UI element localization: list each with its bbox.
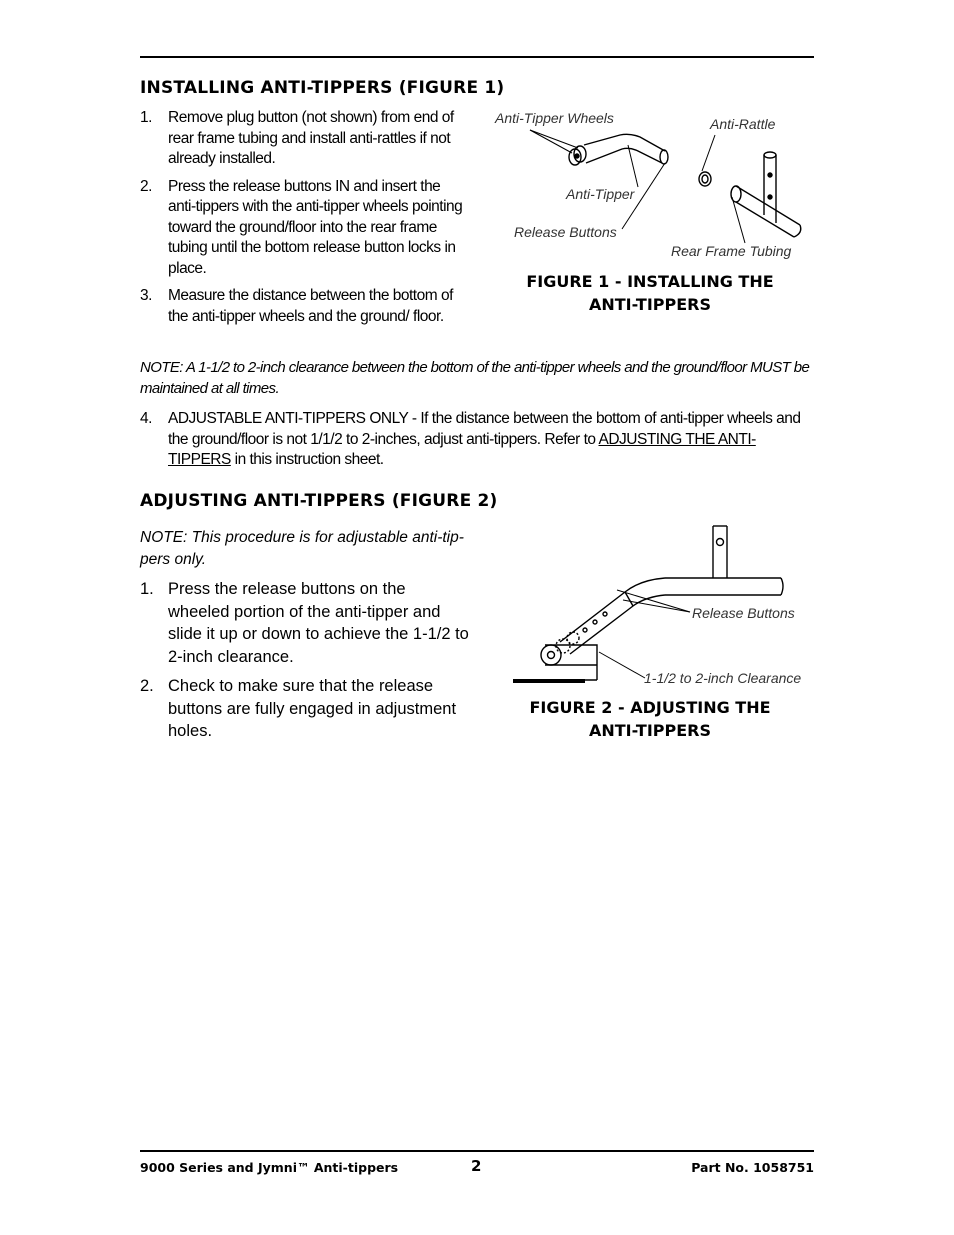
step-4 (140, 409, 810, 478)
page-number: 2 (471, 1157, 482, 1175)
figure1-caption-line1: FIGURE 1 - INSTALLING THE (526, 272, 774, 291)
list-item (140, 409, 810, 471)
label-anti-tipper: Anti-Tipper (566, 186, 635, 202)
step-number: 3. (140, 287, 152, 304)
step-text: Remove plug button (not shown) from end of rear frame tubing and install anti-rattles if not already installed. (168, 109, 454, 167)
step-text: Measure the distance between the bottom of the anti-tipper wheels and the ground/ floor. (168, 287, 453, 325)
figure2-caption (490, 696, 810, 742)
adjusting-steps (140, 578, 470, 750)
label-anti-rattle: Anti-Rattle (710, 116, 776, 132)
list-item (140, 675, 470, 743)
figure1-caption (490, 270, 810, 316)
label-release-buttons-fig2: Release Buttons (692, 605, 795, 621)
list-item (140, 578, 470, 668)
step-number: 4. (140, 410, 152, 427)
list-item (140, 286, 470, 327)
section-heading-installing: INSTALLING ANTI-TIPPERS (FIGURE 1) (140, 78, 505, 98)
step-text: Check to make sure that the release buttons are fully engaged in adjustment holes. (168, 677, 457, 740)
adjustable-note: NOTE: This procedure is for adjustable anti-tip- pers only. (140, 529, 464, 568)
footer-left: 9000 Series and Jymni™ Anti-tippers (140, 1160, 399, 1175)
figure2-caption-line1: FIGURE 2 - ADJUSTING THE (529, 698, 771, 717)
bottom-rule (140, 1150, 814, 1152)
list-item (140, 177, 470, 280)
step-number: 1. (140, 580, 154, 598)
label-anti-tipper-wheels: Anti-Tipper Wheels (495, 110, 614, 126)
top-rule (140, 56, 814, 58)
step-number: 1. (140, 109, 152, 126)
figure1-caption-line2: ANTI-TIPPERS (588, 295, 712, 314)
label-release-buttons: Release Buttons (514, 224, 617, 240)
step-number: 2. (140, 177, 152, 195)
footer-right: Part No. 1058751 (691, 1160, 814, 1175)
step-text: Press the release buttons IN and insert the anti-tippers with the anti-tipper wheels pointing toward the ground/floor into the rear frame tubing until the bottom release button locks in place. (168, 177, 463, 277)
step-number: 2. (140, 677, 154, 695)
step-text: Press the release buttons on the wheeled portion of the anti-tipper and slide it up or down to achieve the 1-1/2 to 2-inch clearance. (168, 580, 469, 666)
section-heading-adjusting: ADJUSTING ANTI-TIPPERS (FIGURE 2) (140, 491, 498, 511)
step-text: ADJUSTABLE ANTI-TIPPERS ONLY - If the distance between the bottom of anti-tipper wheels and the ground/floor is not 1/1/2 to 2-inches, adjust anti-tippers. Refer to (168, 410, 801, 448)
label-clearance: 1-1/2 to 2-inch Clearance (644, 670, 802, 686)
installing-steps (140, 108, 470, 334)
figure2-caption-line2: ANTI-TIPPERS (588, 721, 712, 740)
list-item (140, 108, 470, 170)
clearance-note: NOTE: A 1-1/2 to 2-inch clearance between the bottom of the anti-tipper wheels and the ground/floor MUST be maintained at all times. (140, 359, 810, 397)
adjusting-link[interactable]: ADJUSTING THE ANTI-TIPPERS (168, 430, 756, 468)
label-rear-frame-tubing: Rear Frame Tubing (671, 243, 792, 259)
step-text-after: in this instruction sheet. (230, 451, 384, 468)
